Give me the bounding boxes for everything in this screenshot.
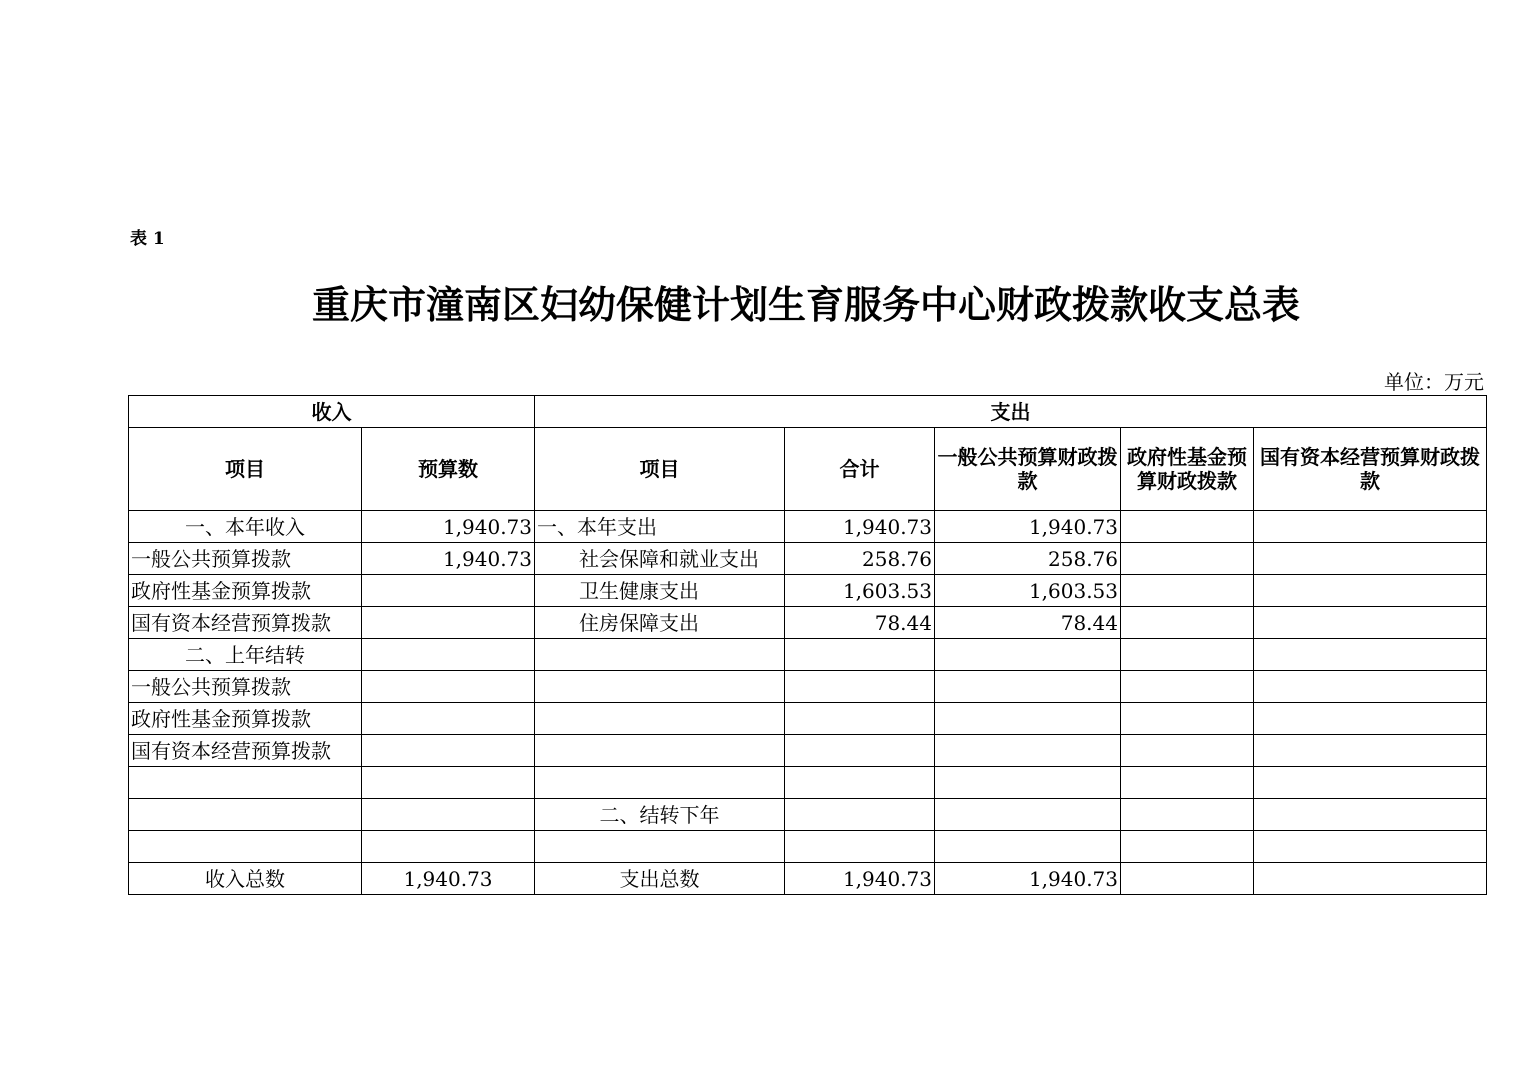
income-budget-cell <box>362 575 535 607</box>
general-budget-cell <box>935 831 1121 863</box>
general-budget-cell <box>935 735 1121 767</box>
gov-fund-cell <box>1121 511 1254 543</box>
gov-fund-cell <box>1121 703 1254 735</box>
total-cell: 78.44 <box>785 607 935 639</box>
gov-fund-cell <box>1121 543 1254 575</box>
total-cell <box>785 735 935 767</box>
expense-item-cell <box>535 767 785 799</box>
general-budget-cell: 1,940.73 <box>935 511 1121 543</box>
total-cell <box>785 799 935 831</box>
totals-row <box>129 863 1487 895</box>
col-header-total: 合计 <box>785 428 935 511</box>
income-item-cell: 一般公共预算拨款 <box>129 543 362 575</box>
general-budget-cell: 78.44 <box>935 607 1121 639</box>
expense-item-cell <box>535 639 785 671</box>
income-item-cell: 一、本年收入 <box>129 511 362 543</box>
total-cell <box>785 703 935 735</box>
gov-fund-cell <box>1121 671 1254 703</box>
income-budget-cell: 1,940.73 <box>362 511 535 543</box>
state-capital-cell <box>1254 671 1487 703</box>
gov-fund-cell <box>1121 767 1254 799</box>
total-cell <box>785 831 935 863</box>
gov-fund-cell <box>1121 863 1254 895</box>
expense-item-cell: 一、本年支出 <box>535 511 785 543</box>
expense-total-label: 支出总数 <box>535 863 785 895</box>
expense-item-cell: 卫生健康支出 <box>535 575 785 607</box>
total-cell <box>785 671 935 703</box>
gov-fund-cell <box>1121 639 1254 671</box>
table-row <box>129 543 1487 575</box>
general-budget-cell <box>935 767 1121 799</box>
expense-item-cell: 住房保障支出 <box>535 607 785 639</box>
table-row <box>129 831 1487 863</box>
general-budget-cell <box>935 639 1121 671</box>
table-row <box>129 511 1487 543</box>
total-cell <box>785 639 935 671</box>
state-capital-cell <box>1254 511 1487 543</box>
state-capital-cell <box>1254 703 1487 735</box>
state-capital-cell <box>1254 607 1487 639</box>
table-row <box>129 639 1487 671</box>
income-budget-cell <box>362 703 535 735</box>
general-budget-cell: 1,603.53 <box>935 575 1121 607</box>
general-budget-cell <box>935 799 1121 831</box>
income-item-cell: 国有资本经营预算拨款 <box>129 607 362 639</box>
gov-fund-cell <box>1121 831 1254 863</box>
income-budget-cell: 1,940.73 <box>362 543 535 575</box>
total-cell: 1,603.53 <box>785 575 935 607</box>
income-item-cell <box>129 767 362 799</box>
expense-item-cell <box>535 735 785 767</box>
col-header-state-capital: 国有资本经营预算财政拨款 <box>1254 428 1487 511</box>
col-header-income-budget: 预算数 <box>362 428 535 511</box>
state-capital-cell <box>1254 543 1487 575</box>
expense-item-cell <box>535 671 785 703</box>
state-capital-cell <box>1254 831 1487 863</box>
income-item-cell: 政府性基金预算拨款 <box>129 575 362 607</box>
total-cell: 258.76 <box>785 543 935 575</box>
income-item-cell: 政府性基金预算拨款 <box>129 703 362 735</box>
income-item-cell <box>129 799 362 831</box>
expense-item-cell: 社会保障和就业支出 <box>535 543 785 575</box>
general-budget-cell: 258.76 <box>935 543 1121 575</box>
income-budget-cell <box>362 767 535 799</box>
income-item-cell: 国有资本经营预算拨款 <box>129 735 362 767</box>
income-item-cell: 一般公共预算拨款 <box>129 671 362 703</box>
expense-item-cell <box>535 703 785 735</box>
state-capital-cell <box>1254 639 1487 671</box>
expense-item-cell: 二、结转下年 <box>535 799 785 831</box>
income-budget-cell <box>362 735 535 767</box>
table-row <box>129 607 1487 639</box>
income-budget-cell <box>362 831 535 863</box>
gov-fund-cell <box>1121 735 1254 767</box>
income-section-header: 收入 <box>129 396 535 428</box>
gov-fund-cell <box>1121 799 1254 831</box>
general-budget-cell <box>935 703 1121 735</box>
expense-section-header: 支出 <box>535 396 1487 428</box>
table-row <box>129 767 1487 799</box>
income-budget-cell <box>362 639 535 671</box>
page-title: 重庆市潼南区妇幼保健计划生育服务中心财政拨款收支总表 <box>311 283 1300 327</box>
income-budget-cell <box>362 607 535 639</box>
table-row <box>129 799 1487 831</box>
col-header-gov-fund: 政府性基金预算财政拨款 <box>1121 428 1254 511</box>
table-row <box>129 703 1487 735</box>
table-row <box>129 735 1487 767</box>
state-capital-cell <box>1254 575 1487 607</box>
section-header-row <box>129 396 1487 428</box>
state-capital-cell <box>1254 863 1487 895</box>
table-row <box>129 575 1487 607</box>
total-cell: 1,940.73 <box>785 511 935 543</box>
income-budget-cell <box>362 799 535 831</box>
total-cell: 1,940.73 <box>785 863 935 895</box>
income-item-cell <box>129 831 362 863</box>
general-budget-cell <box>935 671 1121 703</box>
state-capital-cell <box>1254 799 1487 831</box>
table-row <box>129 671 1487 703</box>
gov-fund-cell <box>1121 575 1254 607</box>
table-number: 表 1 <box>130 229 165 249</box>
total-cell <box>785 767 935 799</box>
general-budget-cell: 1,940.73 <box>935 863 1121 895</box>
unit-label: 单位：万元 <box>1384 370 1484 394</box>
expense-item-cell <box>535 831 785 863</box>
budget-summary-table <box>128 395 1487 895</box>
col-header-expense-item: 项目 <box>535 428 785 511</box>
income-total-label: 收入总数 <box>129 863 362 895</box>
gov-fund-cell <box>1121 607 1254 639</box>
col-header-general-budget: 一般公共预算财政拨款 <box>935 428 1121 511</box>
column-header-row <box>129 428 1487 511</box>
state-capital-cell <box>1254 767 1487 799</box>
col-header-income-item: 项目 <box>129 428 362 511</box>
income-budget-cell <box>362 671 535 703</box>
state-capital-cell <box>1254 735 1487 767</box>
income-item-cell: 二、上年结转 <box>129 639 362 671</box>
income-total-value: 1,940.73 <box>362 863 535 895</box>
